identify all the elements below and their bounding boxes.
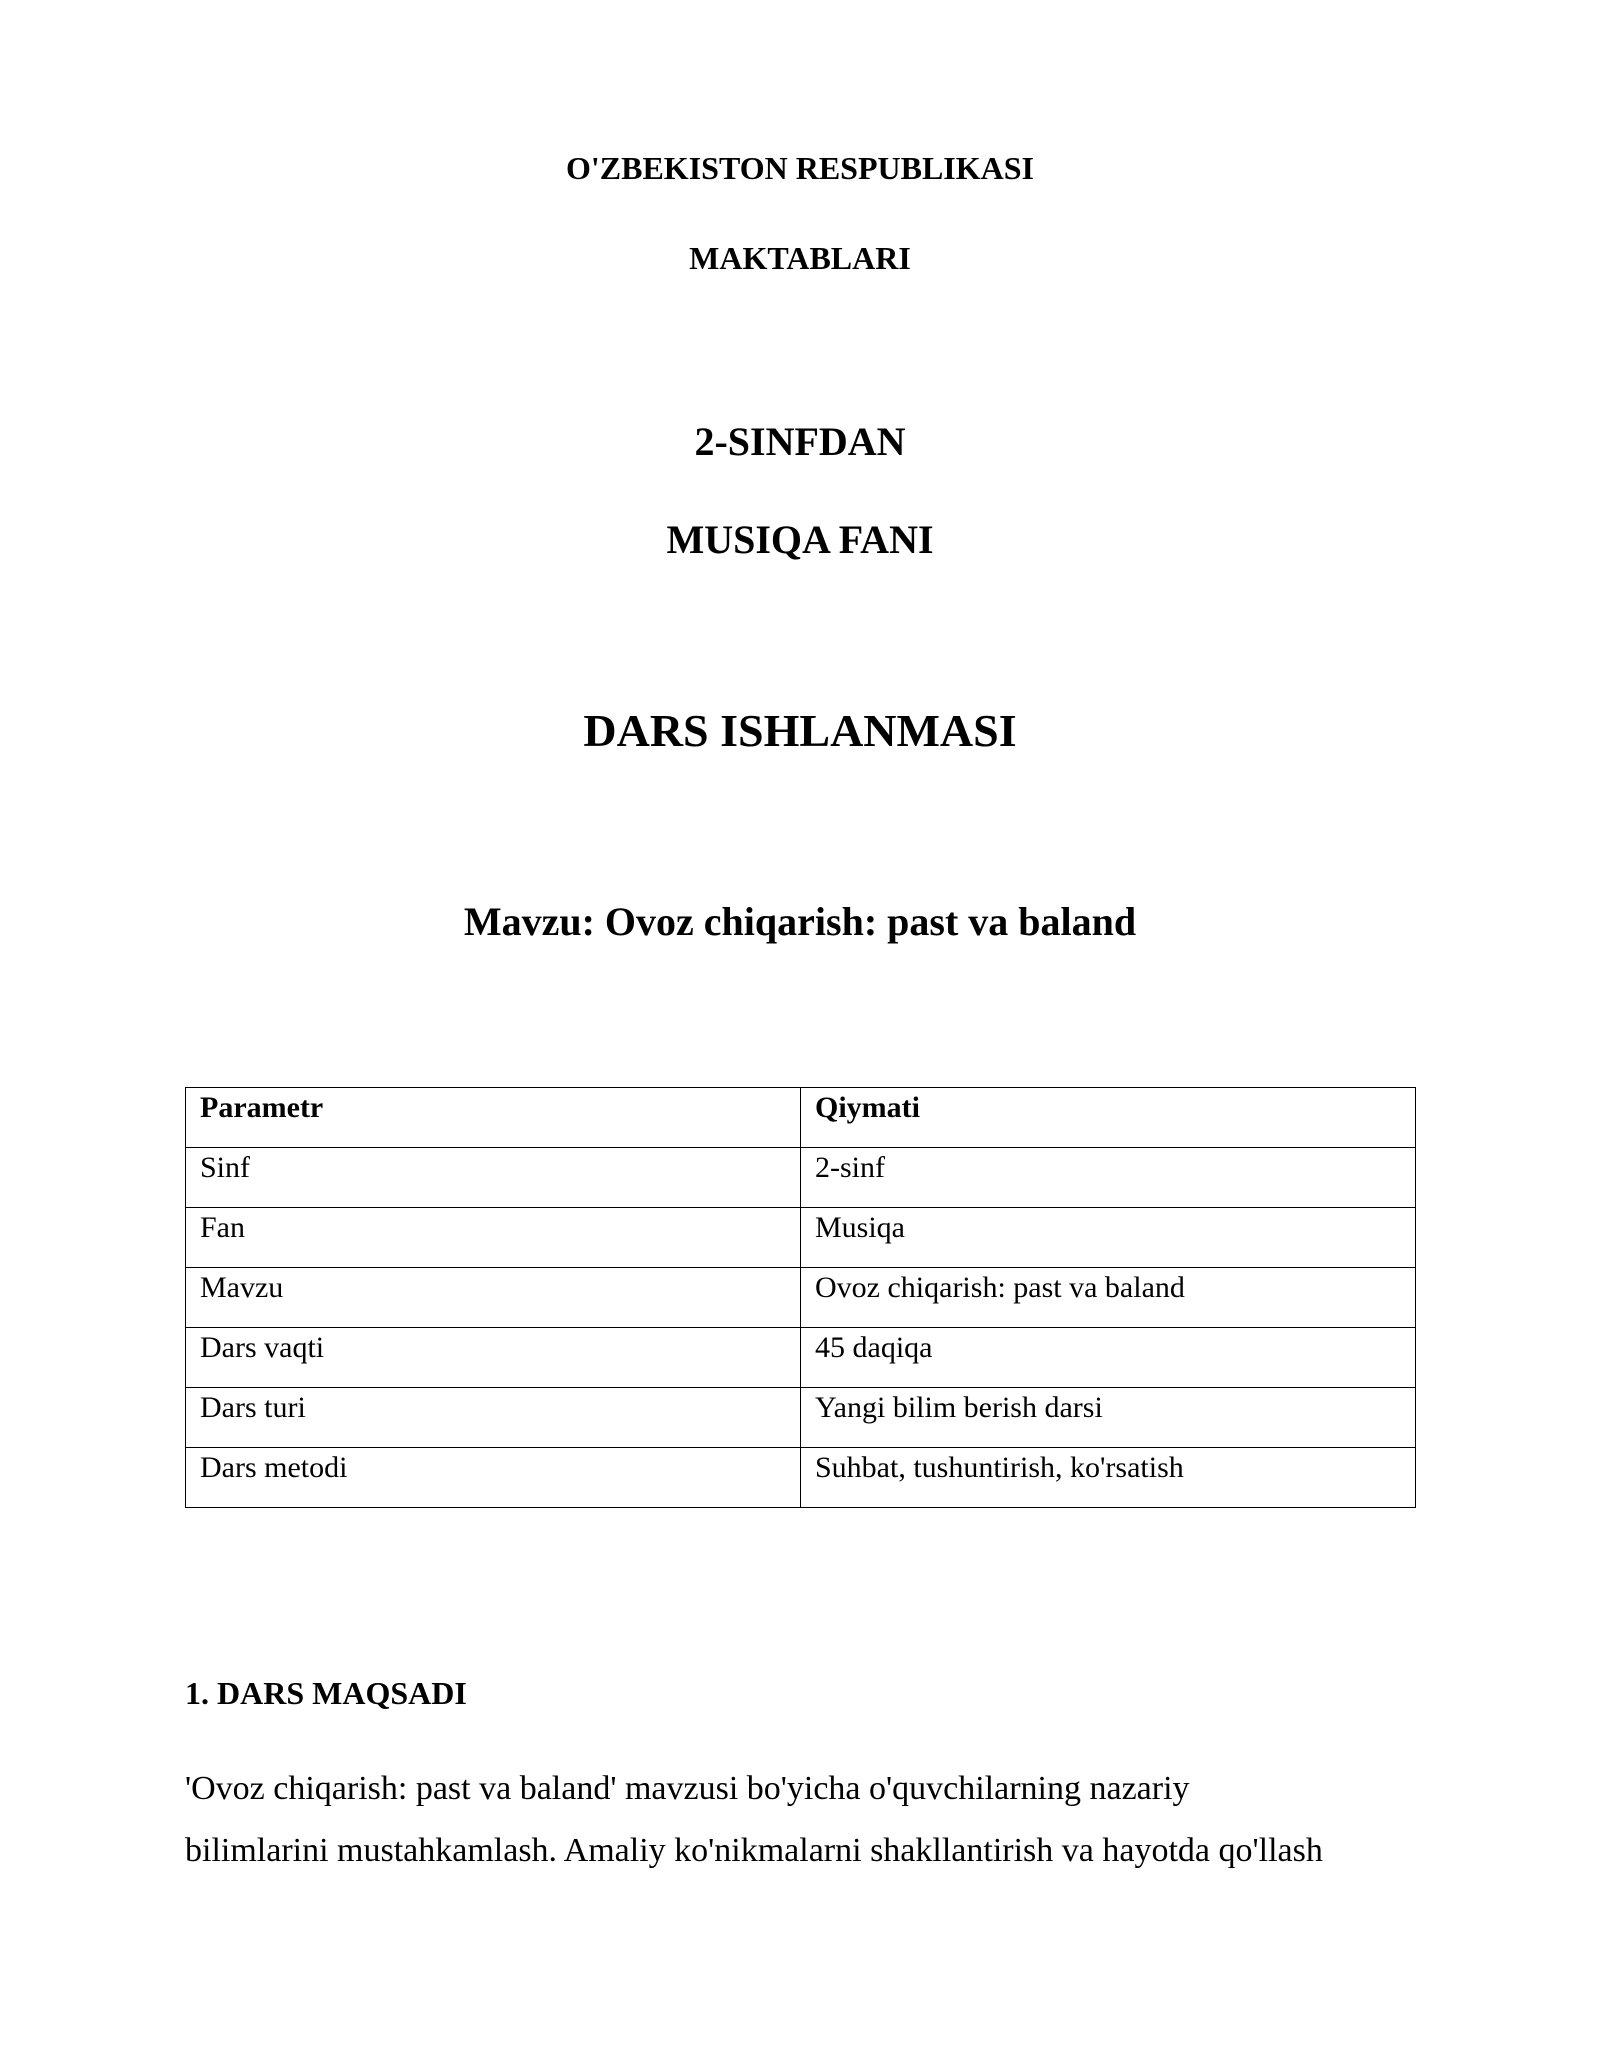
paragraph-line: bilimlarini mustahkamlash. Amaliy ko'nikmalarni shakllantirish va hayotda qo'llash	[185, 1832, 1323, 1869]
section-paragraph-goal	[185, 1758, 1425, 1882]
table-cell-parameter: Dars turi	[186, 1388, 801, 1448]
topic-heading: Mavzu: Ovoz chiqarish: past va baland	[463, 899, 1137, 944]
org-title-line2: MAKTABLARI	[689, 240, 911, 276]
table-row	[186, 1148, 1416, 1208]
table-cell-value: 45 daqiqa	[801, 1328, 1416, 1388]
table-cell-value: Yangi bilim berish darsi	[801, 1388, 1416, 1448]
table-row	[186, 1268, 1416, 1328]
table-cell-value: Suhbat, tushuntirish, ko'rsatish	[801, 1448, 1416, 1508]
table-cell-parameter: Dars vaqti	[186, 1328, 801, 1388]
section-heading-goal: 1. DARS MAQSADI	[185, 1675, 467, 1711]
table-cell-parameter: Mavzu	[186, 1268, 801, 1328]
table-cell-value: Musiqa	[801, 1208, 1416, 1268]
table-cell-parameter: Dars metodi	[186, 1448, 801, 1508]
table-row	[186, 1388, 1416, 1448]
document-title: DARS ISHLANMASI	[583, 705, 1017, 756]
table-header-row	[186, 1088, 1416, 1148]
paragraph-line: 'Ovoz chiqarish: past va baland' mavzusi bo'yicha o'quvchilarning nazariy	[185, 1770, 1190, 1807]
table-row	[186, 1328, 1416, 1388]
table-row	[186, 1448, 1416, 1508]
subject-heading: MUSIQA FANI	[666, 517, 934, 562]
table-cell-parameter: Fan	[186, 1208, 801, 1268]
table-row	[186, 1208, 1416, 1268]
table-cell-value: 2-sinf	[801, 1148, 1416, 1208]
lesson-info-table	[185, 1087, 1416, 1508]
table-cell-parameter: Sinf	[186, 1148, 801, 1208]
grade-heading: 2-SINFDAN	[694, 419, 906, 464]
table-cell-value: Ovoz chiqarish: past va baland	[801, 1268, 1416, 1328]
org-title-line1: O'ZBEKISTON RESPUBLIKASI	[565, 150, 1034, 186]
column-header-parameter: Parametr	[186, 1088, 801, 1148]
column-header-value: Qiymati	[801, 1088, 1416, 1148]
